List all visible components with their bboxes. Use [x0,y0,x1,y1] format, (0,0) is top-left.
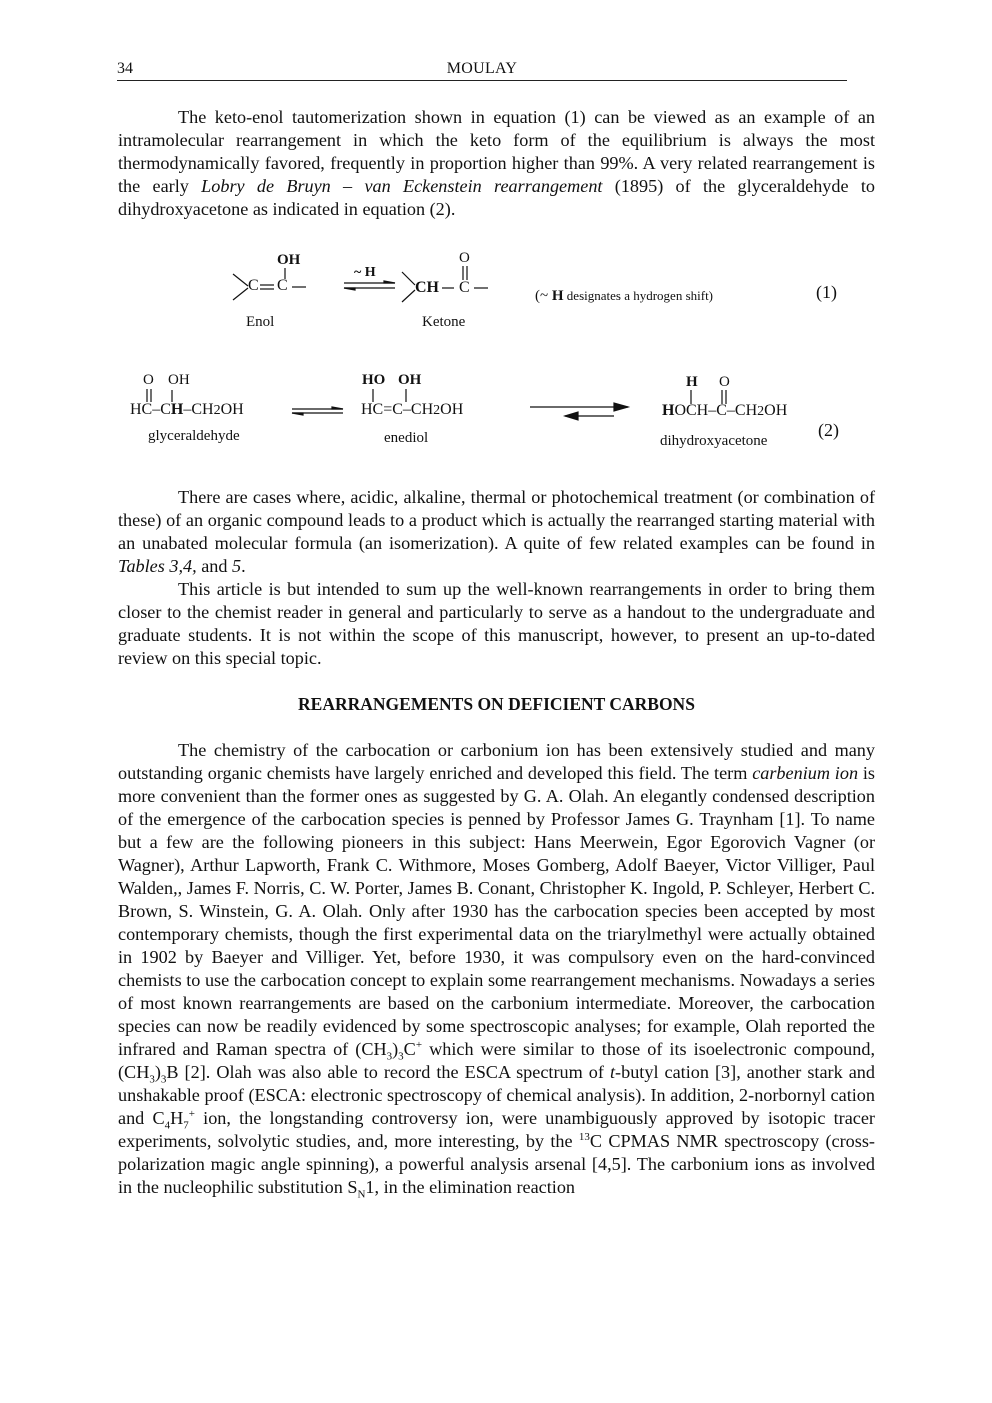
text: B [2]. Olah was also able to record the ESCA spectrum of [166,1062,610,1082]
text: (1895) of the glyceraldehyde to dihydroxyacetone as indicated in equation (2). [118,176,876,219]
oh-end: OH [764,402,788,419]
paragraph-4 [118,739,875,1199]
note-h: H [551,288,564,304]
oh-end: OH [440,401,464,418]
enol-bonds [0,0,992,400]
ketone-ch: CH [415,279,439,296]
text: which were similar to those of its isoelectronic compound, (CH [118,1039,875,1082]
subscript: N [357,1188,366,1201]
text: ) [154,1062,161,1082]
enol-oh: OH [277,252,301,268]
glyceraldehyde-formula: HC–CH–CH2OH [130,401,244,418]
hc-c: HC=C [361,401,403,418]
hydrogen-shift-label: ~ H [354,265,376,280]
enol-label: Enol [246,314,275,330]
enediol-ho: HO [362,372,386,388]
text: This article is but intended to sum up the well-known rearrangements in order to bring them closer to the chemist reader in general and particularly to serve as a handout to the undergraduate and graduate students. It is not within the scope of this manuscript, however, to present an up-to-dated review on this special topic. [118,579,875,668]
text: C [403,1039,416,1059]
text: -butyl cation [3], another stark and unshakable proof (ESCA: electronic spectroscopy of chemical analysis). In addition, 2-norbornyl cation and C [118,1062,875,1128]
superscript: 13 [578,1130,590,1143]
oh-end: OH [220,401,244,418]
text: is more convenient than the former ones as suggested by G. A. Olah. An elegantly condensed description of the emergence of the carbocation species is penned by Professor James G. Traynham [1]. To name but a few are the following pioneers in this subject: Hans Meerwein, Egor Egorovich Vagner (or Wagner), Arthur Lapworth, Frank C. Withmore, Moses Gomberg, Adolf Baeyer, Victor Villiger, Paul Walden,, James F. Norris, C. W. Porter, James B. Conant, Christopher K. Ingold, P. Schleyer, Herbert C. Brown, S. Winstein, G. A. Olah. Only after 1930 has the carbocation species been accepted by most contemporary chemists, though the first experimental data on the triarylmethyl were actually obtained in 1902 by Baeyer and Villiger. Yet, before 1930, it was compulsory even on the hard-convinced chemists to use the carbocation concept to explain some rearrangement mechanisms. Nowadays a series of most known rearrangements are based on the carbonium intermediate. Moreover, the carbocation species can now be readily evidenced by some spectroscopic analyses; for example, Olah reported the infrared and Raman spectra of (CH [118,763,876,1059]
sub-2: 2 [433,403,441,418]
c: C [160,401,171,418]
subscript: 3 [160,1073,167,1086]
ch: –CH [726,402,758,419]
paragraph-2 [118,486,875,578]
paragraph-3 [118,578,875,670]
enol-c2: C [277,277,288,294]
h-bold: H [662,402,675,419]
enediol-label: enediol [384,430,429,446]
italic-carbenium-ion: carbenium ion [752,763,859,783]
ketone-c: C [459,279,470,296]
italic-tables: Tables 3,4, [118,556,197,576]
enediol-formula [361,401,463,419]
subscript: 3 [149,1073,155,1086]
section-heading: REARRANGEMENTS ON DEFICIENT CARBONS [298,694,695,714]
ch: CH [191,401,214,418]
equation-number-1: (1) [816,282,837,302]
text: The keto-enol tautomerization shown in equation (1) can be viewed as an example of an intramolecular rearrangement in which the keto form of the equilibrium is always the most thermodynamically favored, frequently in proportion higher than 99%. A very related rearrangement is the early [118,107,875,196]
hc: HC [130,401,153,418]
running-title: MOULAY [446,60,518,77]
c: C [716,402,727,419]
equation-number-2: (2) [818,420,839,440]
superscript: + [188,1107,195,1120]
dihydroxyacetone-h: H [686,374,698,390]
note-prefix: (~ [535,288,552,304]
italic-table-5: 5 [232,556,242,576]
subscript: 3 [386,1050,393,1063]
italic-t: t [609,1062,616,1082]
text: C CPMAS NMR spectroscopy (cross-polarization magic angle spinning), a powerful analysis arsenal [4,5]. The carbonium ions as involved in the nucleophilic substitution S [118,1131,875,1197]
superscript: + [415,1038,423,1051]
text: 1, in the elimination reaction [365,1177,576,1197]
dihydroxyacetone-o: O [719,374,730,390]
glyceraldehyde-oh: OH [168,372,190,388]
glyceraldehyde-o: O [143,372,154,388]
enol-c1: C [248,277,259,294]
text: H [170,1108,184,1128]
text: ion, the longstanding controversy ion, were unambiguously approved by isotopic tracer experiments, solvolytic studies, and, more interesting, by the [118,1108,875,1151]
text: The chemistry of the carbocation or carbonium ion has been extensively studied and many outstanding organic chemists have largely enriched and developed this field. The term [118,740,875,783]
text: and [196,556,233,576]
glyceraldehyde-label: glyceraldehyde [148,428,240,444]
sub-2: 2 [213,403,221,418]
subscript: 3 [398,1050,404,1063]
subscript: 7 [183,1119,189,1132]
page-number: 34 [117,60,133,77]
italic-rearrangement-name: Lobry de Bruyn – van Eckenstein rearrangement [201,176,603,196]
ketone-label: Ketone [422,314,466,330]
ketone-o: O [459,250,470,266]
text: . [241,556,246,576]
subscript: 4 [164,1119,171,1132]
ch: –CH [402,401,434,418]
dihydroxyacetone-label: dihydroxyacetone [660,433,768,449]
sub-2: 2 [757,404,765,419]
note-suffix: designates a hydrogen shift) [563,288,714,303]
h-bold: H [170,401,184,418]
text: There are cases where, acidic, alkaline, thermal or photochemical treatment (or combination of these) of an organic compound leads to a product which is actually the rearranged starting material with an unabated molecular formula (an isomerization). A quite of few related examples can be found in [118,487,875,553]
enediol-oh: OH [398,372,422,388]
hydrogen-shift-note [535,288,713,305]
och: OCH– [674,402,717,419]
text: ) [392,1039,399,1059]
dihydroxyacetone-formula [662,402,787,420]
